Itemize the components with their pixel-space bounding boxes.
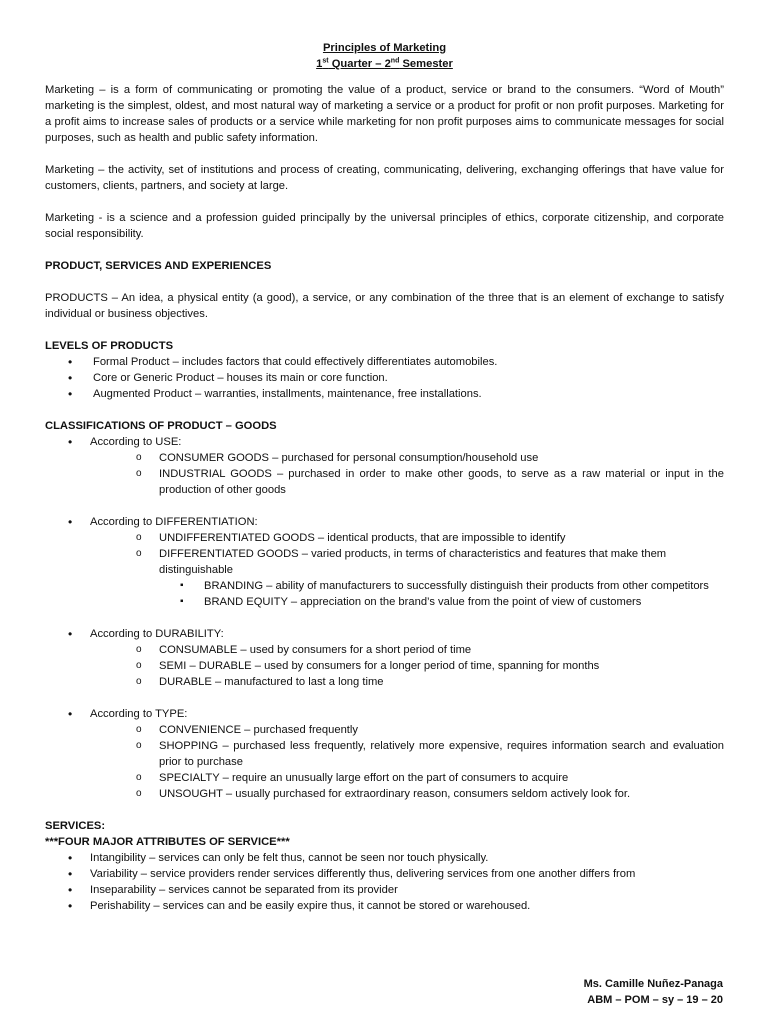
semester-suffix: nd — [390, 57, 400, 65]
list-item-with-sublist — [113, 546, 724, 610]
classification-label: According to TYPE: — [90, 708, 188, 720]
type-sublist — [45, 722, 724, 802]
classification-differentiation — [45, 514, 724, 626]
quarter-word: Quarter – — [328, 58, 385, 70]
list-item: ▪ BRANDING – ability of manufacturers to successfully distinguish their products from other competitors — [159, 578, 724, 594]
quarter-number: 1 — [316, 58, 323, 70]
list-item: • Augmented Product – warranties, installments, maintenance, free installations. — [45, 386, 724, 402]
semester-word: Semester — [399, 58, 453, 70]
use-sublist — [45, 450, 724, 498]
title-line-1: Principles of Marketing — [322, 42, 447, 54]
classification-durability — [45, 626, 724, 706]
quarter-suffix: st — [322, 57, 329, 65]
heading-product-services: PRODUCT, SERVICES AND EXPERIENCES — [45, 260, 272, 272]
list-item: • Formal Product – includes factors that could effectively differentiates automobiles. — [45, 354, 724, 370]
differentiation-sublist — [45, 530, 724, 610]
list-item: o INDUSTRIAL GOODS – purchased in order to make other goods, to serve as a raw material or input in the production of other goods — [113, 466, 724, 498]
classification-label: According to DURABILITY: — [90, 628, 224, 640]
list-item: o SEMI – DURABLE – used by consumers for a longer period of time, spanning for months — [113, 658, 724, 674]
semester-number: 2 — [384, 58, 391, 70]
list-item: o CONSUMER GOODS – purchased for personal consumption/household use — [113, 450, 724, 466]
list-item: • Intangibility – services can only be felt thus, cannot be seen nor touch physically. — [45, 850, 724, 866]
paragraph-marketing-2: Marketing – the activity, set of institutions and process of creating, communicating, delivering, exchanging offerings that have value for customers, clients, partners, and society at large. — [45, 164, 724, 192]
title-line-2 — [45, 56, 724, 72]
heading-levels-of-products: LEVELS OF PRODUCTS — [45, 340, 174, 352]
heading-services: SERVICES: — [45, 820, 106, 832]
list-item-text: DIFFERENTIATED GOODS – varied products, in terms of characteristics and features that make them distinguishable — [159, 548, 667, 576]
classification-use — [45, 434, 724, 514]
list-item: o CONSUMABLE – used by consumers for a short period of time — [113, 642, 724, 658]
list-item: o UNSOUGHT – usually purchased for extraordinary reason, consumers seldom actively look for. — [113, 786, 724, 802]
levels-list — [45, 354, 724, 402]
list-item: • Inseparability – services cannot be separated from its provider — [45, 882, 724, 898]
list-item: ▪ BRAND EQUITY – appreciation on the brand’s value from the point of view of customers — [159, 594, 724, 610]
durability-sublist — [45, 642, 724, 690]
footer-author: Ms. Camille Nuñez-Panaga — [583, 978, 723, 990]
list-item: • Core or Generic Product – houses its main or core function. — [45, 370, 724, 386]
document-title — [45, 40, 724, 72]
footer-course: ABM – POM – sy – 19 – 20 — [587, 994, 723, 1006]
list-item: o CONVENIENCE – purchased frequently — [113, 722, 724, 738]
heading-service-attributes: ***FOUR MAJOR ATTRIBUTES OF SERVICE*** — [45, 836, 290, 848]
classification-type — [45, 706, 724, 802]
list-item: o DURABLE – manufactured to last a long time — [113, 674, 724, 690]
list-item: o SPECIALTY – require an unusually large effort on the part of consumers to acquire — [113, 770, 724, 786]
paragraph-marketing-3: Marketing - is a science and a profession guided principally by the universal principles of ethics, corporate citizenship, and corporate social responsibility. — [45, 212, 724, 240]
paragraph-marketing-1: Marketing – is a form of communicating or promoting the value of a product, service or brand to the consumers. “Word of Mouth” marketing is the simplest, oldest, and most natural way of marketing a service or a product for profit or non profit purposes. Marketing for a profit aims to increase sales of products or a service while marketing for non profit purposes aims to communicate messages for social purposes, such as health and public safety information. — [45, 84, 724, 144]
list-item: o UNDIFFERENTIATED GOODS – identical products, that are impossible to identify — [113, 530, 724, 546]
list-item: • Variability – service providers render services differently thus, delivering services from one another differs from — [45, 866, 724, 882]
branding-sublist — [159, 578, 724, 610]
document-footer — [584, 976, 723, 1008]
classification-label: According to USE: — [90, 436, 182, 448]
list-item: o SHOPPING – purchased less frequently, relatively more expensive, requires information search and evaluation prior to purchase — [113, 738, 724, 770]
document-page — [45, 40, 724, 914]
heading-classifications: CLASSIFICATIONS OF PRODUCT – GOODS — [45, 420, 277, 432]
services-list — [45, 850, 724, 914]
paragraph-products-definition: PRODUCTS – An idea, a physical entity (a good), a service, or any combination of the three that is an element of exchange to satisfy individual or business objectives. — [45, 292, 724, 320]
classification-label: According to DIFFERENTIATION: — [90, 516, 258, 528]
list-item: • Perishability – services can and be easily expire thus, it cannot be stored or warehoused. — [45, 898, 724, 914]
classification-list — [45, 434, 724, 802]
